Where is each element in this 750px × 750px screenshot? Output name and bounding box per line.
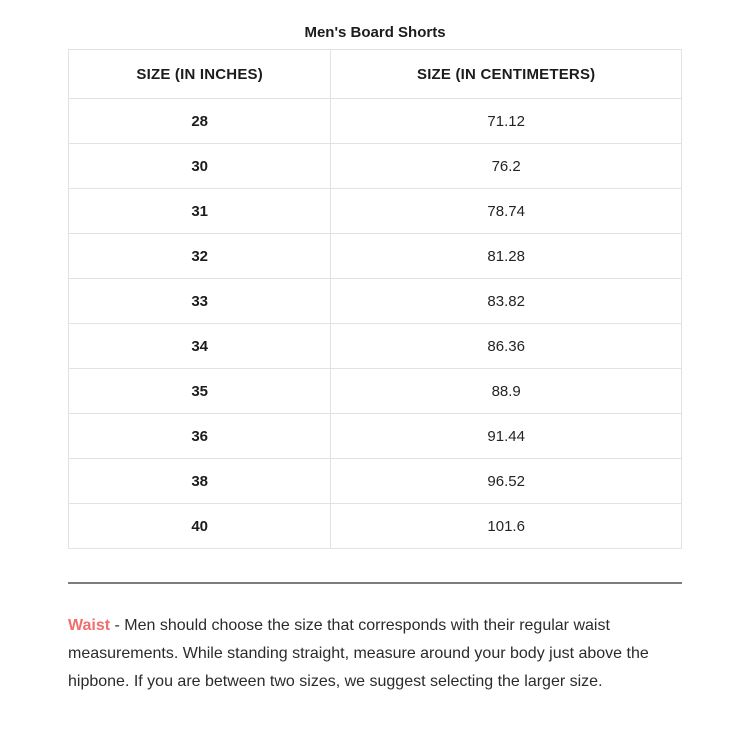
- size-inches-cell: 35: [69, 369, 331, 414]
- size-table-header: [69, 50, 682, 99]
- table-row: [69, 459, 682, 504]
- page-title: Men's Board Shorts: [304, 24, 446, 41]
- size-inches-cell: 36: [69, 414, 331, 459]
- size-centimeters-cell: 96.52: [331, 459, 682, 504]
- size-chart-table: [68, 49, 682, 549]
- column-header-centimeters: SIZE (IN CENTIMETERS): [331, 50, 682, 99]
- table-row: [69, 234, 682, 279]
- header-row: [69, 50, 682, 99]
- table-row: [69, 144, 682, 189]
- section-divider: [68, 582, 682, 584]
- size-centimeters-cell: 81.28: [331, 234, 682, 279]
- size-inches-cell: 40: [69, 504, 331, 549]
- size-centimeters-cell: 101.6: [331, 504, 682, 549]
- table-row: [69, 369, 682, 414]
- waist-note: [68, 612, 682, 696]
- size-table-body: [69, 99, 682, 549]
- size-centimeters-cell: 86.36: [331, 324, 682, 369]
- size-centimeters-cell: 71.12: [331, 99, 682, 144]
- size-centimeters-cell: 88.9: [331, 369, 682, 414]
- size-inches-cell: 32: [69, 234, 331, 279]
- table-row: [69, 279, 682, 324]
- size-centimeters-cell: 76.2: [331, 144, 682, 189]
- size-inches-cell: 31: [69, 189, 331, 234]
- size-inches-cell: 33: [69, 279, 331, 324]
- size-centimeters-cell: 78.74: [331, 189, 682, 234]
- size-centimeters-cell: 91.44: [331, 414, 682, 459]
- size-inches-cell: 28: [69, 99, 331, 144]
- table-row: [69, 504, 682, 549]
- column-header-inches: SIZE (IN INCHES): [69, 50, 331, 99]
- waist-note-label: Waist: [68, 617, 111, 634]
- size-centimeters-cell: 83.82: [331, 279, 682, 324]
- table-row: [69, 189, 682, 234]
- table-row: [69, 99, 682, 144]
- waist-note-text: - Men should choose the size that corresponds with their regular waist measurements. While standing straight, measure around your body just above the hipbone. If you are between two sizes, we suggest selecting the larger size.: [68, 617, 649, 690]
- table-row: [69, 324, 682, 369]
- table-row: [69, 414, 682, 459]
- size-inches-cell: 34: [69, 324, 331, 369]
- size-inches-cell: 38: [69, 459, 331, 504]
- size-inches-cell: 30: [69, 144, 331, 189]
